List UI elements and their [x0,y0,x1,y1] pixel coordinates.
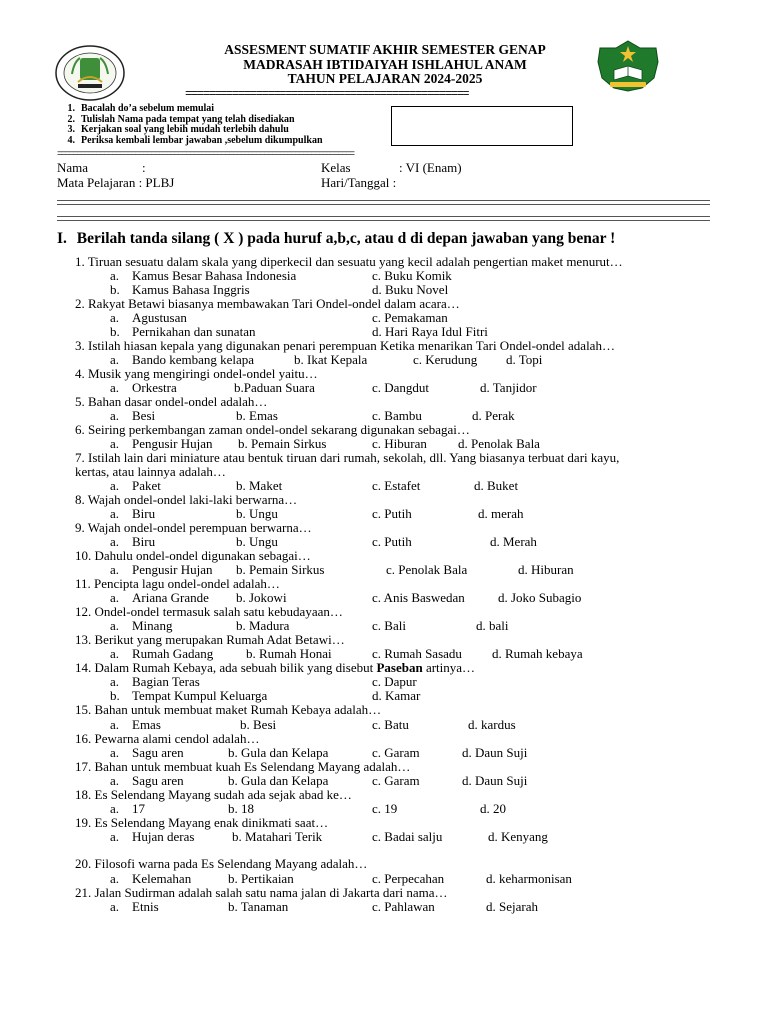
question-text: 6. Seiring perkembangan zaman ondel-ondel sekarang digunakan sebagai… [75,422,470,437]
option-d[interactable]: d. Topi [506,352,543,367]
option-a-letter[interactable]: a. [110,773,120,788]
option-b[interactable]: Pernikahan dan sunatan [132,324,256,339]
question-text: 8. Wajah ondel-ondel laki-laki berwarna… [75,492,298,507]
option-a-letter[interactable]: a. [110,352,120,367]
question-text-cont: kertas, atau lainnya adalah… [75,464,226,479]
option-d[interactable]: d. keharmonisan [486,871,572,886]
option-a[interactable]: Biru [132,506,156,521]
answer-options [110,311,730,325]
option-d[interactable]: d. Joko Subagio [498,590,582,605]
option-d[interactable]: d. Rumah kebaya [492,646,583,661]
option-d[interactable]: d. Buku Novel [372,282,449,297]
option-d[interactable]: d. Daun Suji [462,745,528,760]
score-box[interactable] [391,106,573,146]
subject-field: Mata Pelajaran : PLBJ [57,175,175,190]
option-c[interactable]: c. Pemakaman [372,310,448,325]
option-a-letter[interactable]: a. [110,899,120,914]
option-a[interactable]: Bagian Teras [132,674,200,689]
option-b[interactable]: b. Tanaman [228,899,289,914]
answer-options [110,563,730,577]
question-text: 4. Musik yang mengiringi ondel-ondel yaitu… [75,366,318,381]
option-c[interactable]: c. Garam [372,745,420,760]
date-field: Hari/Tanggal : [321,175,397,190]
exam-title-line-1: ASSESMENT SUMATIF AKHIR SEMESTER GENAP [224,42,546,57]
option-a[interactable]: Orkestra [132,380,177,395]
answer-options [110,746,730,760]
answer-options [110,872,730,886]
question-text: 19. Es Selendang Mayang enak dinikmati saat… [75,815,329,830]
option-a-letter[interactable]: a. [110,745,120,760]
option-b[interactable]: b. Pemain Sirkus [236,562,325,577]
info-separator: ============================================================================ [57,149,354,159]
option-d[interactable]: d. Kamar [372,688,421,703]
option-d[interactable]: d. Perak [472,408,515,423]
option-b[interactable]: b. 18 [228,801,254,816]
option-a[interactable]: Sagu aren [132,773,184,788]
answer-options [110,507,730,521]
answer-options [110,675,730,689]
question-text: 5. Bahan dasar ondel-ondel adalah… [75,394,268,409]
option-a[interactable]: 17 [132,801,145,816]
option-a[interactable]: Agustusan [132,310,187,325]
option-c[interactable]: c. Kerudung [413,352,478,367]
option-a[interactable]: Rumah Gadang [132,646,214,661]
answer-options [110,591,730,605]
option-a-letter[interactable]: a. [110,618,120,633]
option-a-letter[interactable]: a. [110,310,120,325]
instruction-item: 2. Tulislah Nama pada tempat yang telah disediakan [67,113,295,125]
option-a-letter[interactable]: a. [110,506,120,521]
header-rule: ================================================ [185,87,469,101]
question-text: 3. Istilah hiasan kepala yang digunakan penari perempuan Ketika menarikan Tari Ondel-ondel adalah… [75,338,615,353]
option-a-letter[interactable]: a. [110,534,120,549]
option-b[interactable]: b. Pemain Sirkus [238,436,327,451]
answer-options [110,381,730,395]
highlight-term: Paseban [376,660,423,675]
option-d[interactable]: d. Hari Raya Idul Fitri [372,324,488,339]
option-a[interactable]: Biru [132,534,156,549]
option-b[interactable]: Kamus Bahasa Inggris [132,282,250,297]
option-b[interactable]: Tempat Kumpul Keluarga [132,688,268,703]
option-b[interactable]: b. Ikat Kepala [294,352,368,367]
option-b[interactable]: b.Paduan Suara [234,380,315,395]
option-d[interactable]: d. Tanjidor [480,380,537,395]
question-text: 7. Istilah lain dari miniature atau bentuk tiruan dari rumah, sekolah, dll. Yang biasanya terbuat dari kayu, [75,450,620,465]
question-text: 10. Dahulu ondel-ondel digunakan sebagai… [75,548,311,563]
section-title [57,230,737,248]
option-a-letter[interactable]: a. [110,590,120,605]
option-d[interactable]: d. Sejarah [486,899,538,914]
question-text: 9. Wajah ondel-ondel perempuan berwarna… [75,520,312,535]
answer-options [110,479,730,493]
option-a-letter[interactable]: a. [110,829,120,844]
answer-options [110,830,730,844]
option-a[interactable]: Pengusir Hujan [132,436,213,451]
option-b-letter[interactable]: b. [110,282,120,297]
option-a[interactable]: Emas [132,717,161,732]
option-c[interactable]: c. Anis Baswedan [372,590,465,605]
option-b[interactable]: b. Ungu [236,506,278,521]
question-text: 14. Dalam Rumah Kebaya, ada sebuah bilik yang disebut Paseban artinya… [75,660,476,675]
ministry-logo [596,40,660,92]
student-info [57,160,707,192]
option-a-letter[interactable]: a. [110,646,120,661]
option-c[interactable]: c. Dangdut [372,380,430,395]
option-d[interactable]: d. Hiburan [518,562,574,577]
option-b-letter[interactable]: b. [110,324,120,339]
answer-options [110,535,730,549]
option-b[interactable]: b. Matahari Terik [232,829,323,844]
option-a-letter[interactable]: a. [110,717,120,732]
class-label: Kelas [321,160,351,175]
instruction-item: 1. Bacalah do’a sebelum memulai [67,103,215,114]
option-c[interactable]: c. Batu [372,717,409,732]
option-a[interactable]: Bando kembang kelapa [132,352,255,367]
option-a-letter[interactable]: a. [110,436,120,451]
question-text: 17. Bahan untuk membuat kuah Es Selendang Mayang adalah… [75,759,411,774]
option-a-letter[interactable]: a. [110,562,120,577]
option-d[interactable]: d. merah [478,506,524,521]
option-a-letter[interactable]: a. [110,674,120,689]
answer-options [110,647,730,661]
divider [57,204,710,205]
school-name: MADRASAH IBTIDAIYAH ISHLAHUL ANAM [243,56,527,72]
option-a[interactable]: Minang [132,618,173,633]
academic-year: TAHUN PELAJARAN 2024-2025 [287,71,483,86]
answer-options [110,802,730,816]
option-a[interactable]: Etnis [132,899,159,914]
option-a[interactable]: Kamus Besar Bahasa Indonesia [132,268,297,283]
option-c[interactable]: c. Penolak Bala [386,562,468,577]
answer-options [110,283,730,297]
option-d[interactable]: d. Penolak Bala [458,436,540,451]
answer-options [110,325,730,339]
option-c[interactable]: c. Dapur [372,674,417,689]
option-c[interactable]: c. Hiburan [372,436,427,451]
option-a[interactable]: Besi [132,408,156,423]
question-text: 11. Pencipta lagu ondel-ondel adalah… [75,576,280,591]
option-d[interactable]: d. kardus [468,717,516,732]
option-d[interactable]: d. bali [476,618,509,633]
option-c[interactable]: c. Rumah Sasadu [372,646,462,661]
section-instruction: Berilah tanda silang ( X ) pada huruf a,b,c, atau d di depan jawaban yang benar ! [76,230,616,247]
option-b[interactable]: b. Gula dan Kelapa [228,745,329,760]
exam-title [160,43,610,87]
option-b[interactable]: b. Besi [240,717,277,732]
divider [57,216,710,217]
option-a[interactable]: Paket [132,478,161,493]
question-text: 2. Rakyat Betawi biasanya membawakan Tari Ondel-ondel dalam acara… [75,296,460,311]
name-colon: : [142,160,146,175]
answer-options [110,774,730,788]
instruction-item: 3. Kerjakan soal yang lebih mudah terlebih dahulu [67,124,289,135]
question-text: 12. Ondel-ondel termasuk salah satu kebudayaan… [75,604,343,619]
option-a-letter[interactable]: a. [110,801,120,816]
option-b-letter[interactable]: b. [110,688,120,703]
instruction-item: 4. Periksa kembali lembar jawaban ,sebelum dikumpulkan [67,134,323,146]
option-a-letter[interactable]: a. [110,408,120,423]
option-a[interactable]: Kelemahan [132,871,192,886]
question-text: 21. Jalan Sudirman adalah salah satu nama jalan di Jakarta dari nama… [75,885,448,900]
class-value: : VI (Enam) [399,160,462,175]
section-number: I. [57,230,67,247]
answer-options [110,269,730,283]
option-d[interactable]: d. 20 [480,801,506,816]
option-a-letter[interactable]: a. [110,380,120,395]
name-label: Nama [57,160,89,175]
option-a[interactable]: Pengusir Hujan [132,562,213,577]
question-text: 18. Es Selendang Mayang sudah ada sejak abad ke… [75,787,352,802]
option-b[interactable]: b. Jokowi [236,590,287,605]
answer-options [110,619,730,633]
option-c[interactable]: c. Bambu [372,408,422,423]
option-b[interactable]: b. Maket [236,478,283,493]
option-b[interactable]: b. Rumah Honai [246,646,332,661]
answer-options [110,900,730,914]
question-text: 1. Tiruan sesuatu dalam skala yang diperkecil dan sesuatu yang kecil adalah pengertian maket menurut… [75,254,623,269]
answer-options [110,409,730,423]
option-c[interactable]: c. Buku Komik [372,268,452,283]
answer-options [110,437,730,451]
option-a[interactable]: Hujan deras [132,829,195,844]
option-d[interactable]: d. Daun Suji [462,773,528,788]
question-text: 20. Filosofi warna pada Es Selendang Mayang adalah… [75,856,368,871]
option-a[interactable]: Ariana Grande [132,590,209,605]
answer-options [110,689,730,703]
instructions-list [57,104,387,146]
divider [57,220,710,221]
question-text: 16. Pewarna alami cendol adalah… [75,731,260,746]
question-text: 13. Berikut yang merupakan Rumah Adat Betawi… [75,632,345,647]
option-c[interactable]: c. 19 [372,801,398,816]
option-c[interactable]: c. Putih [372,534,412,549]
option-b[interactable]: b. Ungu [236,534,278,549]
option-c[interactable]: c. Pahlawan [372,899,435,914]
answer-options [110,353,730,367]
option-b[interactable]: b. Pertikaian [228,871,294,886]
option-c[interactable]: c. Putih [372,506,412,521]
option-d[interactable]: d. Buket [474,478,519,493]
school-logo [54,44,126,102]
question-text: 15. Bahan untuk membuat maket Rumah Kebaya adalah… [75,702,382,717]
option-c[interactable]: c. Estafet [372,478,421,493]
option-d[interactable]: d. Merah [490,534,537,549]
option-b[interactable]: b. Madura [236,618,290,633]
option-c[interactable]: c. Perpecahan [372,871,445,886]
option-c[interactable]: c. Garam [372,773,420,788]
option-a-letter[interactable]: a. [110,871,120,886]
option-b[interactable]: b. Gula dan Kelapa [228,773,329,788]
divider [57,200,710,201]
option-a-letter[interactable]: a. [110,478,120,493]
answer-options [110,718,730,732]
option-d[interactable]: d. Kenyang [488,829,548,844]
option-a-letter[interactable]: a. [110,268,120,283]
option-a[interactable]: Sagu aren [132,745,184,760]
option-c[interactable]: c. Badai salju [372,829,443,844]
option-c[interactable]: c. Bali [372,618,406,633]
option-b[interactable]: b. Emas [236,408,278,423]
